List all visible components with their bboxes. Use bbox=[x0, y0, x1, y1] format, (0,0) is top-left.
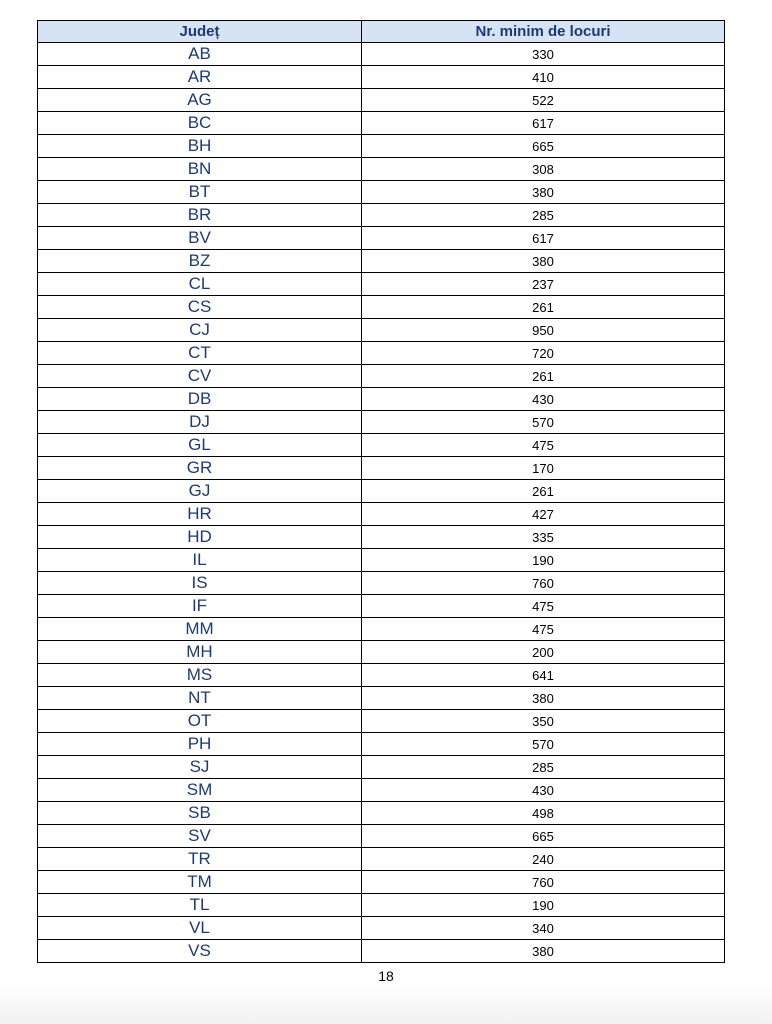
min-places-cell: 335 bbox=[362, 526, 725, 549]
table-row bbox=[38, 917, 725, 940]
table-row bbox=[38, 549, 725, 572]
table-row bbox=[38, 848, 725, 871]
table-row bbox=[38, 296, 725, 319]
county-code-cell: BC bbox=[38, 112, 362, 135]
county-code-cell: BH bbox=[38, 135, 362, 158]
county-code-cell: AR bbox=[38, 66, 362, 89]
table-row bbox=[38, 687, 725, 710]
table-row bbox=[38, 250, 725, 273]
county-code-cell: IF bbox=[38, 595, 362, 618]
table-row bbox=[38, 411, 725, 434]
county-code-cell: MH bbox=[38, 641, 362, 664]
table-body bbox=[38, 43, 725, 963]
table-row bbox=[38, 342, 725, 365]
county-code-cell: HD bbox=[38, 526, 362, 549]
table-row bbox=[38, 641, 725, 664]
min-places-cell: 475 bbox=[362, 618, 725, 641]
county-code-cell: MS bbox=[38, 664, 362, 687]
county-code-cell: AB bbox=[38, 43, 362, 66]
table-row bbox=[38, 388, 725, 411]
table-row bbox=[38, 894, 725, 917]
min-places-cell: 380 bbox=[362, 250, 725, 273]
county-code-cell: BV bbox=[38, 227, 362, 250]
county-code-cell: SM bbox=[38, 779, 362, 802]
min-places-cell: 665 bbox=[362, 135, 725, 158]
table-row bbox=[38, 595, 725, 618]
min-places-cell: 430 bbox=[362, 388, 725, 411]
table-row bbox=[38, 526, 725, 549]
table-row bbox=[38, 503, 725, 526]
min-places-cell: 308 bbox=[362, 158, 725, 181]
min-places-cell: 380 bbox=[362, 687, 725, 710]
min-places-cell: 427 bbox=[362, 503, 725, 526]
min-places-cell: 340 bbox=[362, 917, 725, 940]
min-places-cell: 240 bbox=[362, 848, 725, 871]
table-row bbox=[38, 112, 725, 135]
min-places-cell: 430 bbox=[362, 779, 725, 802]
county-code-cell: GJ bbox=[38, 480, 362, 503]
min-places-cell: 475 bbox=[362, 595, 725, 618]
county-code-cell: HR bbox=[38, 503, 362, 526]
table-header-row bbox=[38, 21, 725, 43]
min-places-cell: 350 bbox=[362, 710, 725, 733]
table-row bbox=[38, 227, 725, 250]
min-places-cell: 760 bbox=[362, 871, 725, 894]
county-code-cell: CS bbox=[38, 296, 362, 319]
min-places-cell: 665 bbox=[362, 825, 725, 848]
min-places-cell: 261 bbox=[362, 480, 725, 503]
table-row bbox=[38, 779, 725, 802]
county-code-cell: BR bbox=[38, 204, 362, 227]
min-places-cell: 570 bbox=[362, 733, 725, 756]
table-row bbox=[38, 434, 725, 457]
table-row bbox=[38, 802, 725, 825]
min-places-cell: 475 bbox=[362, 434, 725, 457]
table-row bbox=[38, 273, 725, 296]
min-places-cell: 237 bbox=[362, 273, 725, 296]
county-code-cell: DJ bbox=[38, 411, 362, 434]
table-row bbox=[38, 89, 725, 112]
county-code-cell: BZ bbox=[38, 250, 362, 273]
table-row bbox=[38, 572, 725, 595]
county-code-cell: AG bbox=[38, 89, 362, 112]
table-row bbox=[38, 940, 725, 963]
county-code-cell: TL bbox=[38, 894, 362, 917]
min-places-cell: 190 bbox=[362, 549, 725, 572]
table-row bbox=[38, 756, 725, 779]
page-number: 18 bbox=[378, 968, 394, 984]
min-places-cell: 285 bbox=[362, 204, 725, 227]
table-row bbox=[38, 158, 725, 181]
table-row bbox=[38, 618, 725, 641]
table-row bbox=[38, 365, 725, 388]
min-places-cell: 617 bbox=[362, 227, 725, 250]
min-places-cell: 261 bbox=[362, 296, 725, 319]
table-row bbox=[38, 43, 725, 66]
table-row bbox=[38, 480, 725, 503]
page-bottom-shadow bbox=[0, 984, 772, 1024]
county-code-cell: IS bbox=[38, 572, 362, 595]
min-places-cell: 498 bbox=[362, 802, 725, 825]
county-code-cell: VL bbox=[38, 917, 362, 940]
min-places-cell: 380 bbox=[362, 940, 725, 963]
min-places-cell: 330 bbox=[362, 43, 725, 66]
county-code-cell: SB bbox=[38, 802, 362, 825]
min-places-cell: 380 bbox=[362, 181, 725, 204]
county-code-cell: DB bbox=[38, 388, 362, 411]
min-places-cell: 285 bbox=[362, 756, 725, 779]
county-code-cell: SV bbox=[38, 825, 362, 848]
county-column-header: Județ bbox=[38, 21, 362, 43]
county-code-cell: CT bbox=[38, 342, 362, 365]
county-code-cell: OT bbox=[38, 710, 362, 733]
county-code-cell: MM bbox=[38, 618, 362, 641]
min-places-cell: 190 bbox=[362, 894, 725, 917]
county-code-cell: CV bbox=[38, 365, 362, 388]
min-places-cell: 617 bbox=[362, 112, 725, 135]
county-code-cell: CJ bbox=[38, 319, 362, 342]
table-row bbox=[38, 319, 725, 342]
table-row bbox=[38, 825, 725, 848]
min-places-cell: 170 bbox=[362, 457, 725, 480]
county-code-cell: BT bbox=[38, 181, 362, 204]
table-row bbox=[38, 181, 725, 204]
county-code-cell: IL bbox=[38, 549, 362, 572]
county-code-cell: CL bbox=[38, 273, 362, 296]
table-row bbox=[38, 871, 725, 894]
table-row bbox=[38, 733, 725, 756]
county-code-cell: GL bbox=[38, 434, 362, 457]
county-code-cell: BN bbox=[38, 158, 362, 181]
min-places-cell: 760 bbox=[362, 572, 725, 595]
min-places-cell: 641 bbox=[362, 664, 725, 687]
table-row bbox=[38, 664, 725, 687]
min-places-cell: 200 bbox=[362, 641, 725, 664]
min-places-cell: 410 bbox=[362, 66, 725, 89]
table-row bbox=[38, 710, 725, 733]
county-code-cell: TM bbox=[38, 871, 362, 894]
table-row bbox=[38, 457, 725, 480]
county-code-cell: VS bbox=[38, 940, 362, 963]
min-places-cell: 522 bbox=[362, 89, 725, 112]
county-code-cell: GR bbox=[38, 457, 362, 480]
min-places-cell: 720 bbox=[362, 342, 725, 365]
table-row bbox=[38, 135, 725, 158]
min-places-cell: 950 bbox=[362, 319, 725, 342]
county-code-cell: PH bbox=[38, 733, 362, 756]
county-code-cell: TR bbox=[38, 848, 362, 871]
county-code-cell: NT bbox=[38, 687, 362, 710]
min-places-cell: 261 bbox=[362, 365, 725, 388]
table-row bbox=[38, 66, 725, 89]
min-places-cell: 570 bbox=[362, 411, 725, 434]
county-code-cell: SJ bbox=[38, 756, 362, 779]
county-places-table bbox=[37, 20, 725, 963]
table-row bbox=[38, 204, 725, 227]
min-places-column-header: Nr. minim de locuri bbox=[362, 21, 725, 43]
